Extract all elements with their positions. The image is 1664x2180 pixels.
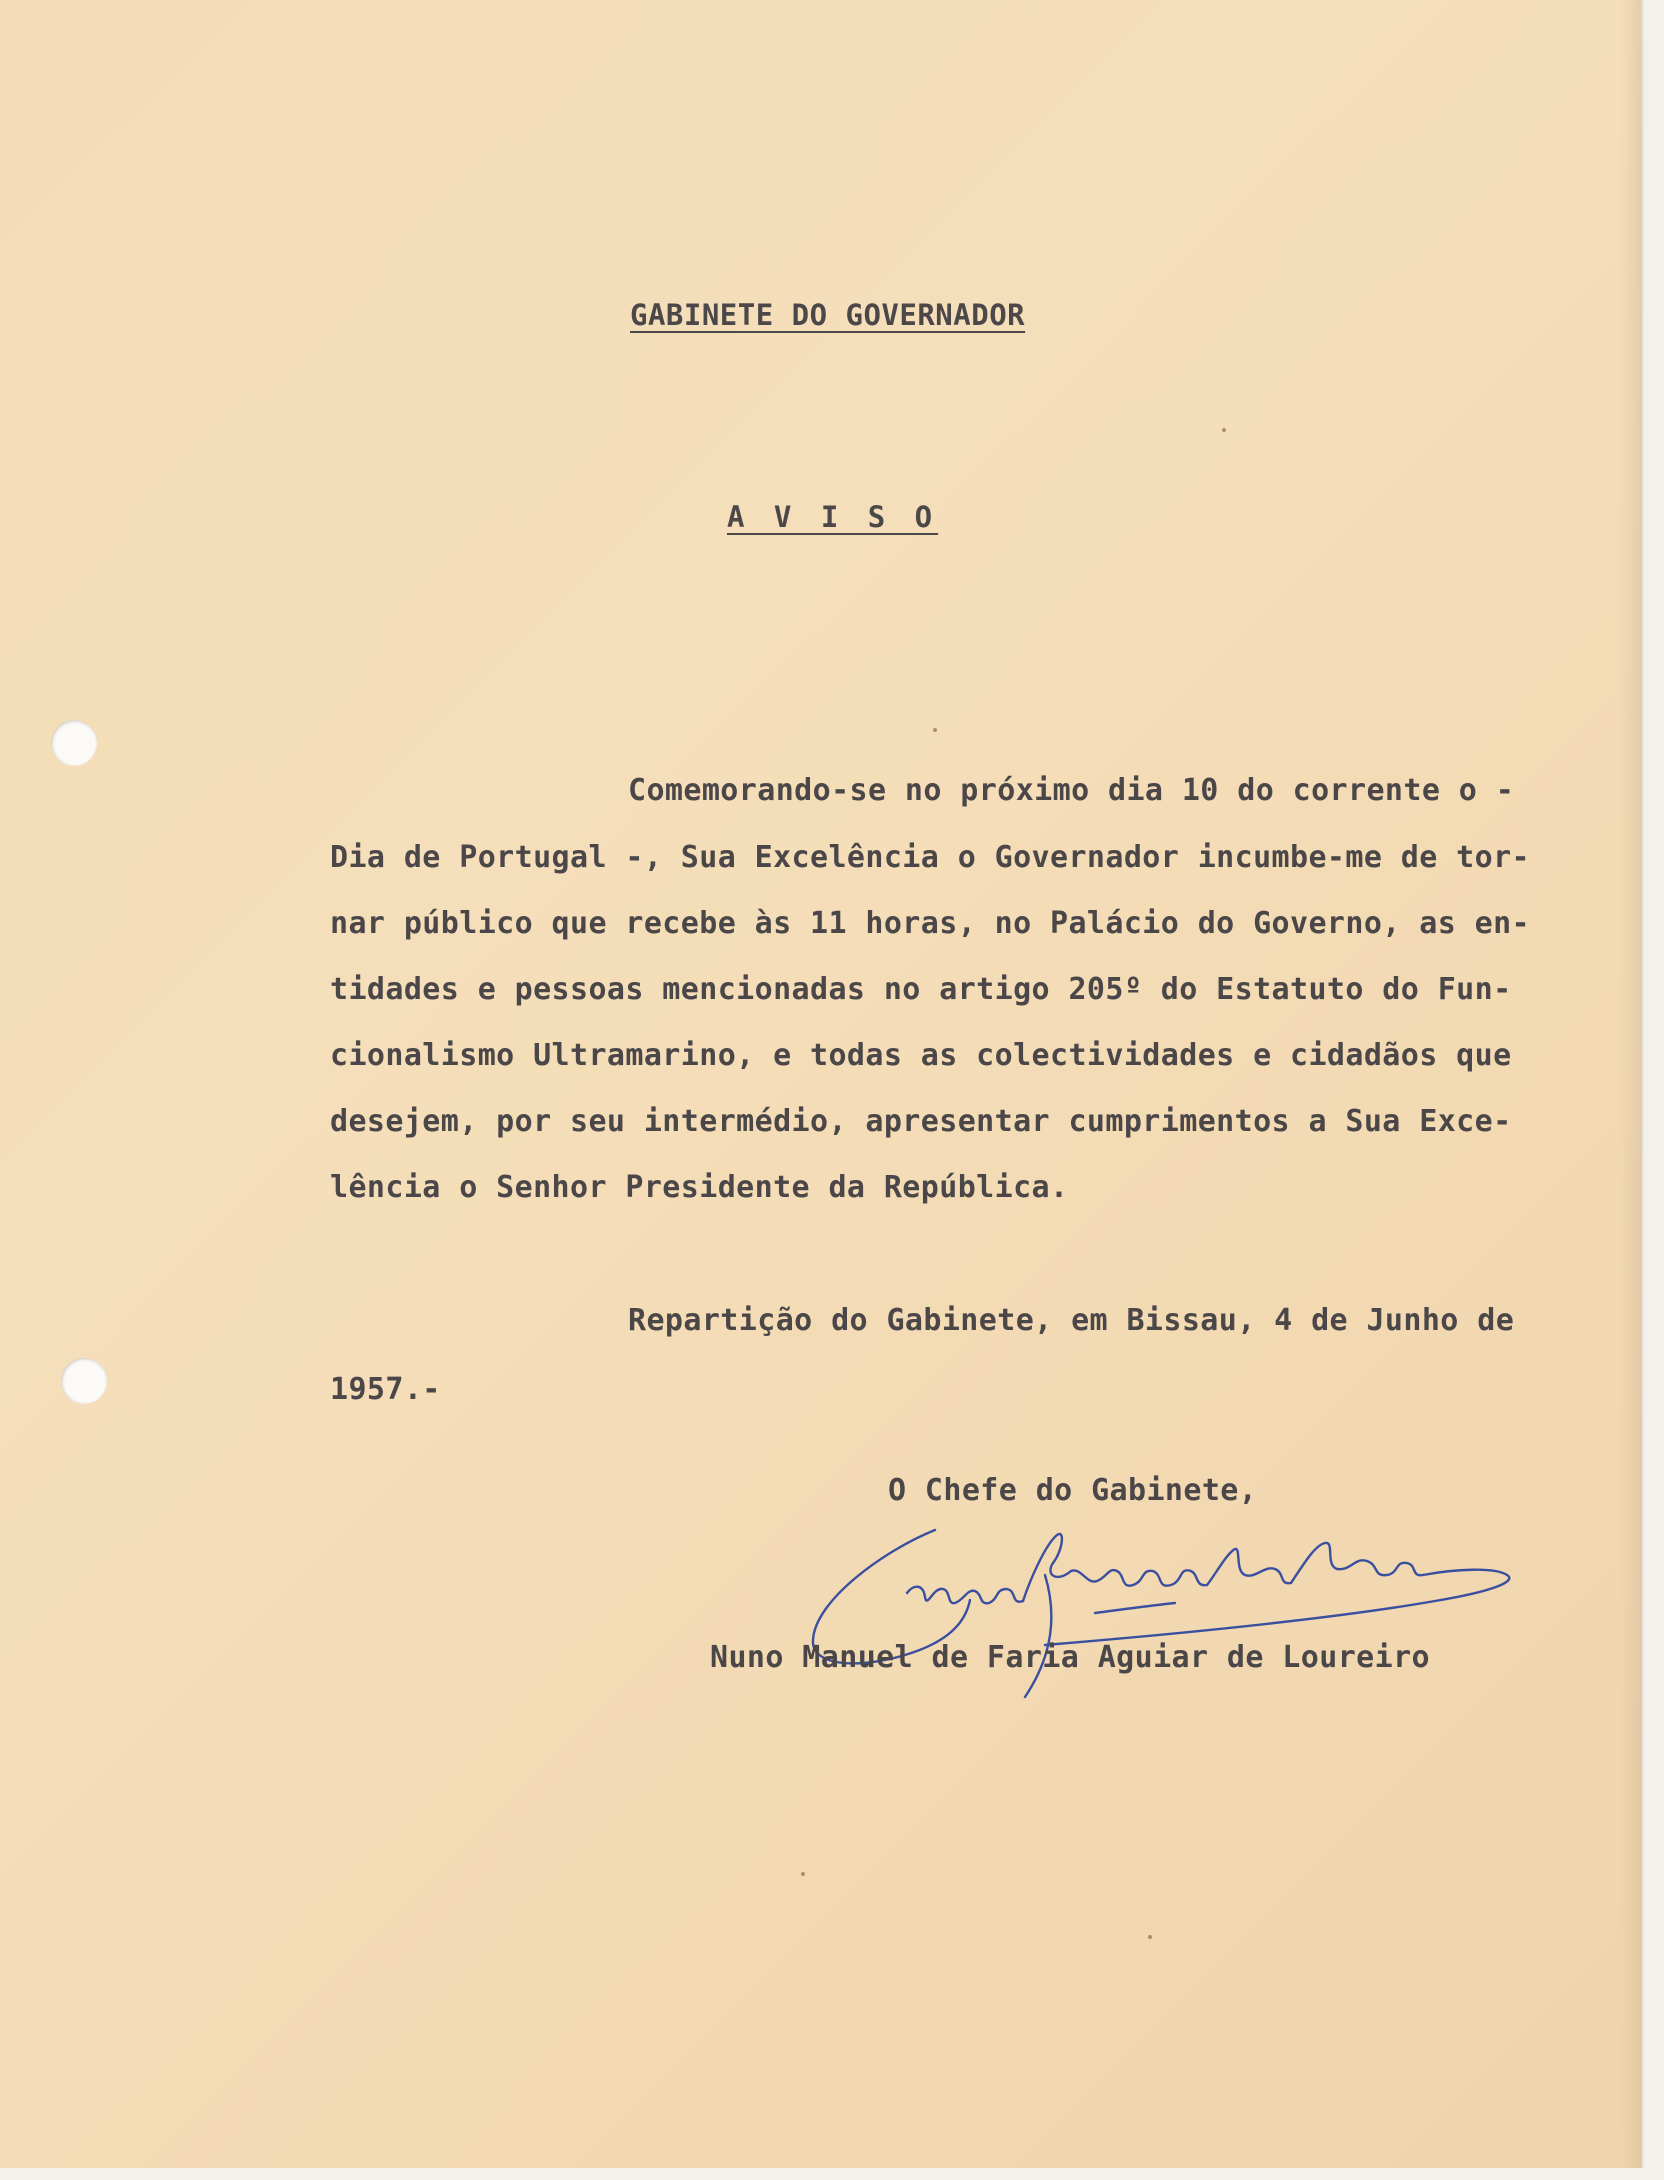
body-line: tidades e pessoas mencionadas no artigo 205º do Estatuto do Fun- <box>330 972 1512 1007</box>
office-heading: GABINETE DO GOVERNADOR <box>630 298 1026 332</box>
closing-salutation: O Chefe do Gabinete, <box>888 1473 1258 1508</box>
body-line: nar público que recebe às 11 horas, no Palácio do Governo, as en- <box>330 906 1530 941</box>
paper-speck <box>1222 428 1226 432</box>
punch-hole <box>61 1358 107 1404</box>
body-line: cionalismo Ultramarino, e todas as colectividades e cidadãos que <box>330 1038 1512 1073</box>
notice-title: A V I S O <box>727 500 939 534</box>
paper-speck <box>1148 1935 1152 1939</box>
body-line: Dia de Portugal -, Sua Excelência o Governador incumbe-me de tor- <box>330 840 1530 875</box>
punch-hole <box>51 720 97 766</box>
signatory-name: Nuno Manuel de Faria Aguiar de Loureiro <box>710 1640 1430 1675</box>
handwritten-signature <box>795 1505 1555 1705</box>
place-date-line: Repartição do Gabinete, em Bissau, 4 de Junho de <box>628 1303 1515 1338</box>
paper-speck <box>801 1872 805 1876</box>
paper-speck <box>933 728 937 732</box>
body-line: lência o Senhor Presidente da República. <box>330 1170 1069 1205</box>
body-line: desejem, por seu intermédio, apresentar cumprimentos a Sua Exce- <box>330 1104 1512 1139</box>
place-date-year: 1957.- <box>330 1372 441 1407</box>
body-line: Comemorando-se no próximo dia 10 do corrente o - <box>628 773 1515 808</box>
